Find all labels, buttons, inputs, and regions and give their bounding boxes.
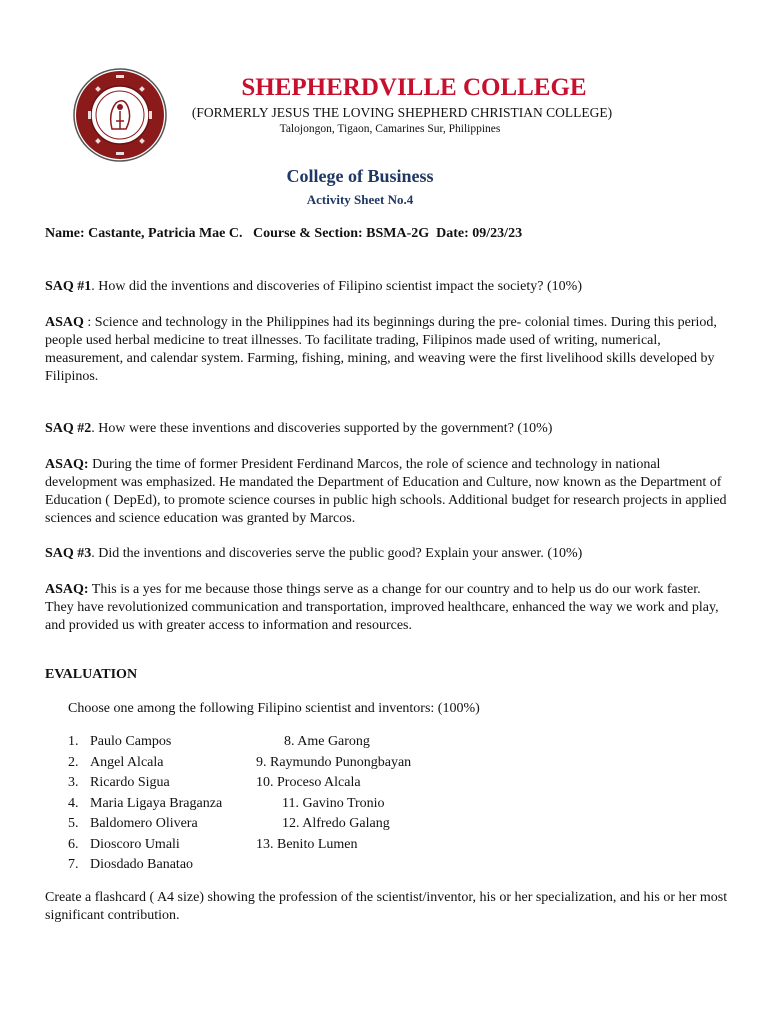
list-item: 4. Maria Ligaya Braganza (68, 795, 223, 811)
list-item: 5. Baldomero Olivera (68, 816, 198, 831)
saq2-question-text: . How were these inventions and discoveries supported by the government? (10%) (91, 421, 553, 436)
evaluation-heading: EVALUATION (45, 667, 138, 682)
saq2-answer-label: ASAQ: (45, 457, 89, 472)
saq1-question (45, 278, 730, 296)
list-item: 6. Dioscoro Umali (68, 836, 180, 852)
list-item: 3. Ricardo Sigua (68, 775, 170, 790)
saq2-question (45, 420, 730, 438)
saq3-answer (45, 581, 730, 635)
list-item: 2. Angel Alcala (68, 754, 164, 770)
student-info-line: Name: Castante, Patricia Mae C. Course & Section: BSMA-2G Date: 09/23/23 (45, 226, 523, 241)
evaluation-task: Create a flashcard ( A4 size) showing the profession of the scientist/inventor, his or her specialization, and his or her most significant contribution. (45, 890, 728, 923)
activity-title: Activity Sheet No.4 (306, 192, 414, 207)
saq3-question-text: . Did the inventions and discoveries serve the public good? Explain your answer. (10%) (91, 546, 583, 561)
saq2-answer-text: During the time of former President Ferdinand Marcos, the role of science and technology in national development was emphasized. He mandated the Department of Education and Culture, now known as the Department of Education ( DepEd), to promote science courses in public high schools. Additional budget for research projects in applied sciences and science education was granted by Marcos. (45, 457, 727, 526)
list-item: 10. Proceso Alcala (256, 775, 361, 790)
college-name: SHEPHERDVILLE COLLEGE (241, 74, 587, 101)
scientist-list-left (68, 732, 222, 876)
list-item: 12. Alfredo Galang (282, 816, 390, 831)
evaluation-instruction: Choose one among the following Filipino scientist and inventors: (100%) (68, 701, 480, 716)
saq2-answer (45, 456, 730, 528)
saq3-answer-label: ASAQ: (45, 582, 89, 597)
former-name: (FORMERLY JESUS THE LOVING SHEPHERD CHRISTIAN COLLEGE) (191, 105, 613, 120)
saq2-label: SAQ #2 (45, 421, 92, 436)
list-item: 9. Raymundo Punongbayan (256, 754, 412, 770)
saq1-answer (45, 314, 730, 386)
saq1-label: SAQ #1 (45, 279, 92, 294)
scientist-list-right (254, 732, 411, 855)
list-item: 1. Paulo Campos (68, 734, 172, 749)
list-item: 8. Ame Garong (284, 734, 370, 749)
department-title: College of Business (286, 166, 434, 186)
saq3-label: SAQ #3 (45, 546, 92, 561)
list-item: 11. Gavino Tronio (282, 795, 385, 811)
saq1-answer-label: ASAQ (45, 315, 84, 330)
saq3-question (45, 545, 730, 563)
list-item: 7. Diosdado Banatao (68, 857, 194, 872)
college-address: Talojongon, Tigaon, Camarines Sur, Philippines (279, 123, 501, 135)
list-item: 13. Benito Lumen (256, 836, 358, 852)
saq1-answer-text: : Science and technology in the Philippines had its beginnings during the pre- colonial times. During this period, people used herbal medicine to treat illnesses. To facilitate trading, Filipinos made used of writing, numerical, measurement, and calendar system. Farming, fishing, mining, and weaving were the first livelihood skills developed by Filipinos. (45, 315, 717, 384)
saq1-question-text: . How did the inventions and discoveries of Filipino scientist impact the society? (10%) (91, 279, 582, 294)
saq3-answer-text: This is a yes for me because those things serve as a change for our country and to help us do our work faster. They have revolutionized communication and transportation, improved healthcare, enhanced the way we work and play, and provided us with greater access to information and resources. (45, 582, 719, 633)
